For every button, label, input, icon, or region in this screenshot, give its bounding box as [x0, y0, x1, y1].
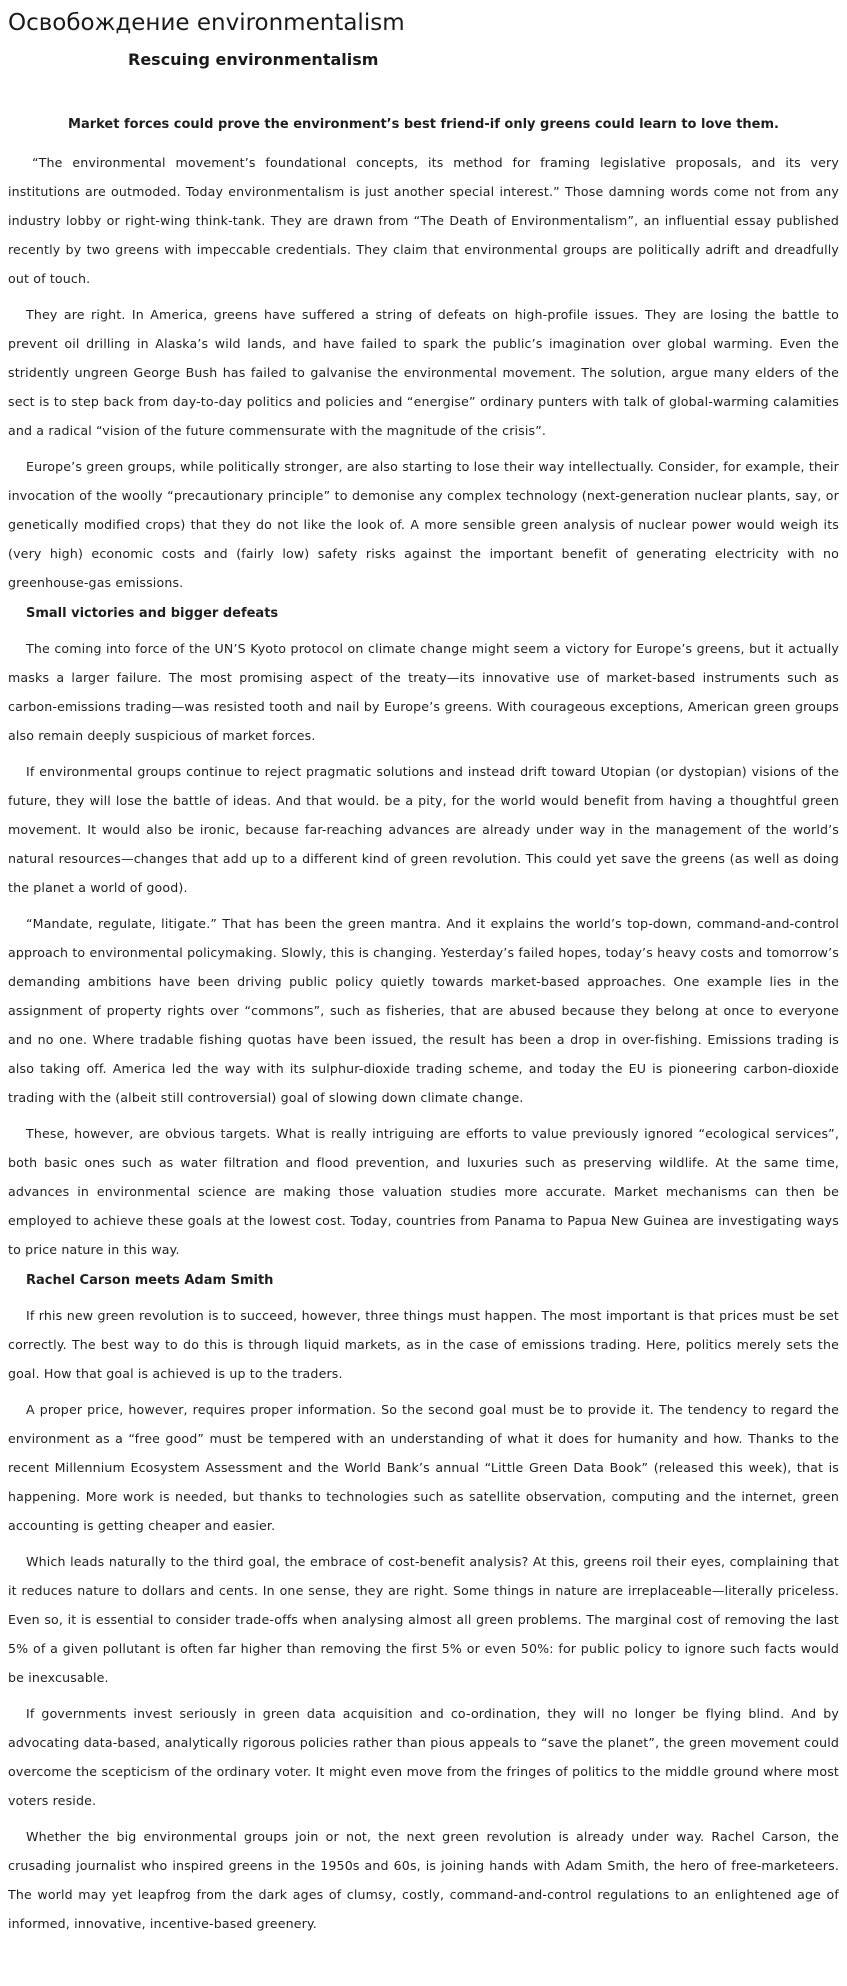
paragraph: The coming into force of the UN’S Kyoto protocol on climate change might seem a victory for Europe’s greens, but it actually masks a larger failure. The most promising aspect of the treaty—its innovative use of market-based instruments such as carbon-emissions trading—was resisted tooth and nail by Europe’s greens. With courageous exceptions, American green groups also remain deeply suspicious of market forces. [8, 641, 839, 743]
document-title: Освобождение environmentalism [8, 10, 405, 36]
section-heading: Rachel Carson meets Adam Smith [26, 1273, 274, 1288]
paragraph: If rhis new green revolution is to succeed, however, three things must happen. The most important is that prices must be set correctly. The best way to do this is through liquid markets, as in the case of emissions trading. Here, politics merely sets the goal. How that goal is achieved is up to the traders. [8, 1308, 839, 1381]
paragraph: These, however, are obvious targets. What is really intriguing are efforts to value previously ignored “ecological services”, both basic ones such as water filtration and flood prevention, and luxuries such as preserving wildlife. At the same time, advances in environmental science are making those valuation studies more accurate. Market mechanisms can then be employed to achieve these goals at the lowest cost. Today, countries from Panama to Papua New Guinea are investigating ways to price nature in this way. [8, 1126, 839, 1257]
paragraph: Europe’s green groups, while politically stronger, are also starting to lose their way intellectually. Consider, for example, their invocation of the woolly “precautionary principle” to demonise any complex technology (next-generation nuclear plants, say, or genetically modified crops) that they do not like the look of. A more sensible green analysis of nuclear power would weigh its (very high) economic costs and (fairly low) safety risks against the important benefit of generating electricity with no greenhouse-gas emissions. [8, 459, 839, 590]
article-body [8, 148, 839, 1938]
paragraph: Whether the big environmental groups join or not, the next green revolution is already under way. Rachel Carson, the crusading journalist who inspired greens in the 1950s and 60s, is joining hands with Adam Smith, the hero of free-marketeers. The world may yet leapfrog from the dark ages of clumsy, costly, command-and-control regulations to an enlightened age of informed, innovative, incentive-based greenery. [8, 1829, 839, 1931]
article-subtitle: Rescuing environmentalism [128, 50, 379, 69]
paragraph: If governments invest seriously in green data acquisition and co-ordination, they will no longer be flying blind. And by advocating data-based, analytically rigorous policies rather than pious appeals to “save the planet”, the green movement could overcome the scepticism of the ordinary voter. It might even move from the fringes of politics to the middle ground where most voters reside. [8, 1706, 839, 1808]
paragraph: “Mandate, regulate, litigate.” That has been the green mantra. And it explains the world’s top-down, command-and-control approach to environmental policymaking. Slowly, this is changing. Yesterday’s failed hopes, today’s heavy costs and tomorrow’s demanding ambitions have been driving public policy quietly towards market-based approaches. One example lies in the assignment of property rights over “commons”, such as fisheries, that are abused because they belong at once to everyone and no one. Where tradable fishing quotas have been issued, the result has been a drop in over-fishing. Emissions trading is also taking off. America led the way with its sulphur-dioxide trading scheme, and today the EU is pioneering carbon-dioxide trading with the (albeit still controversial) goal of slowing down climate change. [8, 916, 839, 1105]
paragraph: “The environmental movement’s foundational concepts, its method for framing legislative proposals, and its very institutions are outmoded. Today environmentalism is just another special interest.” Those damning words come not from any industry lobby or right-wing think-tank. They are drawn from “The Death of Environmentalism”, an influential essay published recently by two greens with impeccable credentials. They claim that environmental groups are politically adrift and dreadfully out of touch. [8, 155, 839, 286]
paragraph: A proper price, however, requires proper information. So the second goal must be to provide it. The tendency to regard the environment as a “free good” must be tempered with an understanding of what it does for humanity and how. Thanks to the recent Millennium Ecosystem Assessment and the World Bank’s annual “Little Green Data Book” (released this week), that is happening. More work is needed, but thanks to technologies such as satellite observation, computing and the internet, green accounting is getting cheaper and easier. [8, 1402, 839, 1533]
paragraph: If environmental groups continue to reject pragmatic solutions and instead drift toward Utopian (or dystopian) visions of the future, they will lose the battle of ideas. And that would. be a pity, for the world would benefit from having a thoughtful green movement. It would also be ironic, because far-reaching advances are already under way in the management of the world’s natural resources—changes that add up to a different kind of green revolution. This could yet save the greens (as well as doing the planet a world of good). [8, 764, 839, 895]
section-heading: Small victories and bigger defeats [26, 606, 279, 621]
paragraph: They are right. In America, greens have suffered a string of defeats on high-profile issues. They are losing the battle to prevent oil drilling in Alaska’s wild lands, and have failed to spark the public’s imagination over global warming. Even the stridently ungreen George Bush has failed to galvanise the environmental movement. The solution, argue many elders of the sect is to step back from day-to-day politics and policies and “energise” ordinary punters with talk of global-warming calamities and a radical “vision of the future commensurate with the magnitude of the crisis”. [8, 307, 839, 438]
paragraph: Which leads naturally to the third goal, the embrace of cost-benefit analysis? At this, greens roil their eyes, complaining that it reduces nature to dollars and cents. In one sense, they are right. Some things in nature are irreplaceable—literally priceless. Even so, it is essential to consider trade-offs when analysing almost all green problems. The marginal cost of removing the last 5% of a given pollutant is often far higher than removing the first 5% or even 50%: for public policy to ignore such facts would be inexcusable. [8, 1554, 839, 1685]
article-standfirst: Market forces could prove the environment’s best friend-if only greens could learn to love them. [68, 117, 779, 132]
